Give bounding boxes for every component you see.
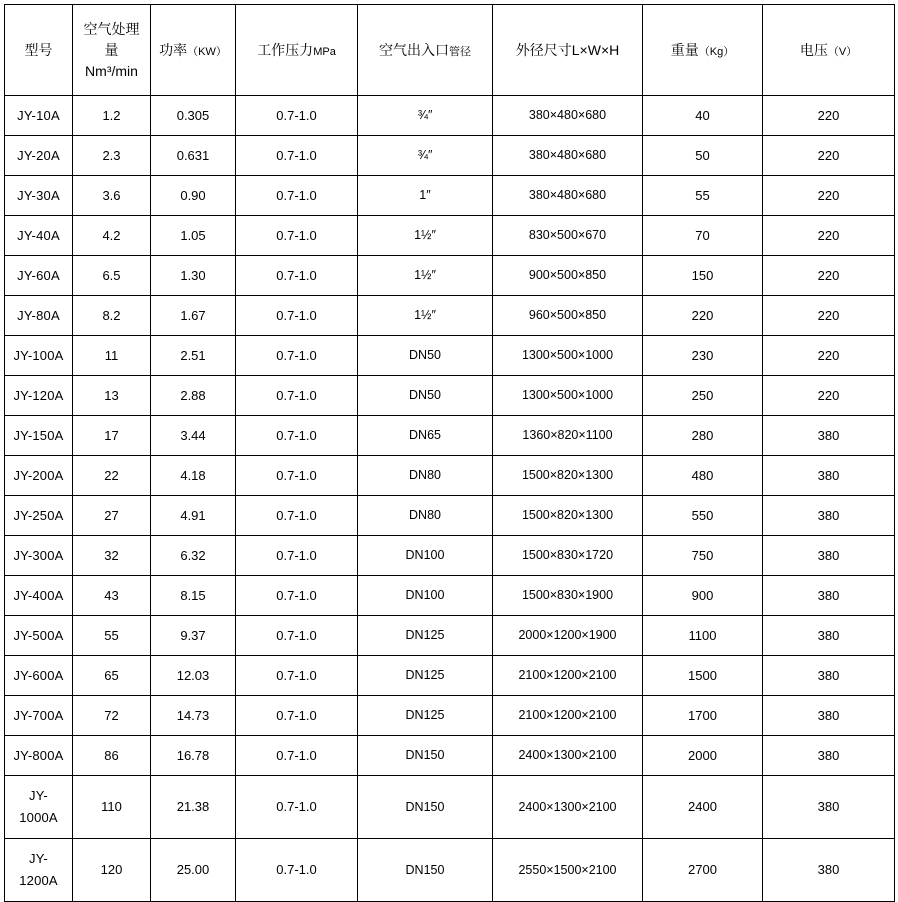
table-row <box>5 696 895 736</box>
cell-weight: 250 <box>643 376 763 416</box>
cell-weight: 40 <box>643 96 763 136</box>
cell-voltage: 380 <box>763 776 895 839</box>
cell-weight: 220 <box>643 296 763 336</box>
cell-pipe-diameter: 1″ <box>358 176 493 216</box>
cell-voltage: 380 <box>763 416 895 456</box>
cell-air-flow: 17 <box>73 416 151 456</box>
cell-voltage: 380 <box>763 839 895 902</box>
cell-model-line2: 1200A <box>19 873 58 888</box>
cell-pressure: 0.7-1.0 <box>236 456 358 496</box>
cell-pressure: 0.7-1.0 <box>236 496 358 536</box>
cell-pipe-diameter: 1½″ <box>358 256 493 296</box>
cell-pipe-diameter: 1½″ <box>358 296 493 336</box>
cell-power: 2.88 <box>151 376 236 416</box>
cell-pressure: 0.7-1.0 <box>236 536 358 576</box>
cell-pressure: 0.7-1.0 <box>236 416 358 456</box>
cell-weight: 230 <box>643 336 763 376</box>
cell-model: JY-80A <box>5 296 73 336</box>
cell-power: 25.00 <box>151 839 236 902</box>
header-pressure-main: 工作压力 <box>257 41 314 58</box>
cell-weight: 2400 <box>643 776 763 839</box>
cell-air-flow: 65 <box>73 656 151 696</box>
cell-power: 9.37 <box>151 616 236 656</box>
cell-voltage: 220 <box>763 136 895 176</box>
cell-model: JY-400A <box>5 576 73 616</box>
cell-air-flow: 6.5 <box>73 256 151 296</box>
cell-weight: 50 <box>643 136 763 176</box>
cell-model-line1: JY- <box>29 850 48 866</box>
cell-power: 6.32 <box>151 536 236 576</box>
cell-voltage: 220 <box>763 216 895 256</box>
cell-power: 0.631 <box>151 136 236 176</box>
cell-pressure: 0.7-1.0 <box>236 336 358 376</box>
cell-dimensions: 380×480×680 <box>493 176 643 216</box>
header-pipe-sub: 管径 <box>449 45 471 58</box>
cell-pipe-diameter: DN125 <box>358 696 493 736</box>
table-body <box>5 96 895 902</box>
table-row <box>5 456 895 496</box>
header-pressure-unit: MPa <box>313 45 336 58</box>
cell-pipe-diameter: DN125 <box>358 656 493 696</box>
cell-weight: 1100 <box>643 616 763 656</box>
cell-model: JY-100A <box>5 336 73 376</box>
cell-power: 8.15 <box>151 576 236 616</box>
cell-pressure: 0.7-1.0 <box>236 616 358 656</box>
table-row <box>5 496 895 536</box>
cell-voltage: 220 <box>763 96 895 136</box>
cell-power: 4.91 <box>151 496 236 536</box>
cell-pressure: 0.7-1.0 <box>236 839 358 902</box>
cell-power: 1.67 <box>151 296 236 336</box>
cell-dimensions: 2100×1200×2100 <box>493 696 643 736</box>
cell-model: JY-40A <box>5 216 73 256</box>
cell-air-flow: 1.2 <box>73 96 151 136</box>
cell-air-flow: 32 <box>73 536 151 576</box>
cell-pressure: 0.7-1.0 <box>236 656 358 696</box>
cell-weight: 480 <box>643 456 763 496</box>
cell-voltage: 380 <box>763 656 895 696</box>
cell-power: 1.05 <box>151 216 236 256</box>
header-weight-unit: （Kg） <box>698 45 735 58</box>
header-power-unit: （KW） <box>187 45 227 58</box>
cell-model: JY-300A <box>5 536 73 576</box>
cell-weight: 150 <box>643 256 763 296</box>
table-row <box>5 616 895 656</box>
table-row <box>5 96 895 136</box>
header-voltage-unit: （V） <box>827 45 858 58</box>
table-row <box>5 776 895 839</box>
cell-voltage: 220 <box>763 176 895 216</box>
cell-weight: 1500 <box>643 656 763 696</box>
cell-pipe-diameter: DN100 <box>358 576 493 616</box>
cell-pressure: 0.7-1.0 <box>236 576 358 616</box>
header-pipe-main: 空气出入口 <box>379 41 449 58</box>
cell-dimensions: 2400×1300×2100 <box>493 776 643 839</box>
cell-pipe-diameter: DN150 <box>358 736 493 776</box>
cell-air-flow: 43 <box>73 576 151 616</box>
cell-pipe-diameter: ¾″ <box>358 96 493 136</box>
cell-power: 0.305 <box>151 96 236 136</box>
cell-voltage: 220 <box>763 336 895 376</box>
cell-model-line1: JY- <box>29 787 48 803</box>
table-row <box>5 376 895 416</box>
cell-weight: 70 <box>643 216 763 256</box>
cell-power: 3.44 <box>151 416 236 456</box>
cell-dimensions: 1300×500×1000 <box>493 336 643 376</box>
header-power <box>151 5 236 96</box>
cell-pipe-diameter: ¾″ <box>358 136 493 176</box>
table-row <box>5 839 895 902</box>
cell-voltage: 380 <box>763 536 895 576</box>
cell-voltage: 380 <box>763 696 895 736</box>
cell-pipe-diameter: 1½″ <box>358 216 493 256</box>
header-model <box>5 5 73 96</box>
cell-air-flow: 2.3 <box>73 136 151 176</box>
cell-pressure: 0.7-1.0 <box>236 256 358 296</box>
cell-model: JY-700A <box>5 696 73 736</box>
header-dimensions-main: 外径尺寸L×W×H <box>515 41 620 58</box>
cell-model <box>5 776 73 839</box>
cell-dimensions: 2550×1500×2100 <box>493 839 643 902</box>
cell-pressure: 0.7-1.0 <box>236 376 358 416</box>
table-row <box>5 576 895 616</box>
cell-weight: 2000 <box>643 736 763 776</box>
cell-model: JY-800A <box>5 736 73 776</box>
cell-dimensions: 1500×830×1720 <box>493 536 643 576</box>
table-row <box>5 336 895 376</box>
cell-model: JY-250A <box>5 496 73 536</box>
cell-air-flow: 110 <box>73 776 151 839</box>
cell-voltage: 220 <box>763 256 895 296</box>
table-row <box>5 176 895 216</box>
cell-power: 2.51 <box>151 336 236 376</box>
table-row <box>5 416 895 456</box>
cell-dimensions: 2000×1200×1900 <box>493 616 643 656</box>
cell-power: 1.30 <box>151 256 236 296</box>
header-air-flow-line1: 空气处理 <box>83 20 140 37</box>
cell-model: JY-500A <box>5 616 73 656</box>
cell-pressure: 0.7-1.0 <box>236 296 358 336</box>
cell-pressure: 0.7-1.0 <box>236 216 358 256</box>
cell-pipe-diameter: DN150 <box>358 776 493 839</box>
cell-air-flow: 55 <box>73 616 151 656</box>
table-row <box>5 736 895 776</box>
cell-pressure: 0.7-1.0 <box>236 776 358 839</box>
header-weight-main: 重量 <box>670 41 699 58</box>
cell-model: JY-120A <box>5 376 73 416</box>
cell-pipe-diameter: DN50 <box>358 336 493 376</box>
cell-pipe-diameter: DN80 <box>358 456 493 496</box>
cell-dimensions: 1500×830×1900 <box>493 576 643 616</box>
cell-air-flow: 27 <box>73 496 151 536</box>
cell-dimensions: 2100×1200×2100 <box>493 656 643 696</box>
cell-voltage: 220 <box>763 296 895 336</box>
cell-pressure: 0.7-1.0 <box>236 176 358 216</box>
cell-voltage: 380 <box>763 736 895 776</box>
table-row <box>5 216 895 256</box>
cell-air-flow: 3.6 <box>73 176 151 216</box>
cell-weight: 1700 <box>643 696 763 736</box>
table-row <box>5 656 895 696</box>
cell-model: JY-150A <box>5 416 73 456</box>
cell-voltage: 380 <box>763 576 895 616</box>
cell-dimensions: 380×480×680 <box>493 136 643 176</box>
cell-pressure: 0.7-1.0 <box>236 136 358 176</box>
header-dimensions <box>493 5 643 96</box>
cell-weight: 900 <box>643 576 763 616</box>
cell-power: 12.03 <box>151 656 236 696</box>
cell-dimensions: 960×500×850 <box>493 296 643 336</box>
cell-voltage: 380 <box>763 616 895 656</box>
cell-pressure: 0.7-1.0 <box>236 736 358 776</box>
cell-pipe-diameter: DN125 <box>358 616 493 656</box>
specification-table <box>4 4 895 902</box>
cell-model: JY-600A <box>5 656 73 696</box>
cell-air-flow: 11 <box>73 336 151 376</box>
cell-model: JY-10A <box>5 96 73 136</box>
cell-air-flow: 86 <box>73 736 151 776</box>
cell-air-flow: 22 <box>73 456 151 496</box>
cell-dimensions: 1300×500×1000 <box>493 376 643 416</box>
table-row <box>5 256 895 296</box>
cell-model <box>5 839 73 902</box>
cell-air-flow: 13 <box>73 376 151 416</box>
cell-pipe-diameter: DN80 <box>358 496 493 536</box>
cell-weight: 2700 <box>643 839 763 902</box>
header-voltage <box>763 5 895 96</box>
cell-voltage: 380 <box>763 496 895 536</box>
cell-power: 0.90 <box>151 176 236 216</box>
cell-dimensions: 2400×1300×2100 <box>493 736 643 776</box>
cell-model: JY-20A <box>5 136 73 176</box>
cell-model-line2: 1000A <box>19 810 58 825</box>
header-model-text: 型号 <box>24 41 53 58</box>
cell-weight: 280 <box>643 416 763 456</box>
cell-weight: 750 <box>643 536 763 576</box>
cell-dimensions: 380×480×680 <box>493 96 643 136</box>
header-pipe-diameter <box>358 5 493 96</box>
header-air-flow-unit: Nm³/min <box>85 62 138 79</box>
cell-pipe-diameter: DN150 <box>358 839 493 902</box>
cell-dimensions: 1360×820×1100 <box>493 416 643 456</box>
cell-pipe-diameter: DN65 <box>358 416 493 456</box>
cell-voltage: 380 <box>763 456 895 496</box>
cell-model: JY-200A <box>5 456 73 496</box>
table-row <box>5 536 895 576</box>
cell-pipe-diameter: DN100 <box>358 536 493 576</box>
cell-pressure: 0.7-1.0 <box>236 96 358 136</box>
cell-power: 21.38 <box>151 776 236 839</box>
cell-dimensions: 830×500×670 <box>493 216 643 256</box>
header-air-flow <box>73 5 151 96</box>
header-voltage-main: 电压 <box>799 41 828 58</box>
cell-weight: 55 <box>643 176 763 216</box>
cell-weight: 550 <box>643 496 763 536</box>
cell-voltage: 220 <box>763 376 895 416</box>
cell-pressure: 0.7-1.0 <box>236 696 358 736</box>
header-pressure <box>236 5 358 96</box>
cell-power: 4.18 <box>151 456 236 496</box>
cell-power: 16.78 <box>151 736 236 776</box>
cell-power: 14.73 <box>151 696 236 736</box>
table-row <box>5 296 895 336</box>
table-row <box>5 136 895 176</box>
cell-air-flow: 120 <box>73 839 151 902</box>
cell-model: JY-30A <box>5 176 73 216</box>
header-row <box>5 5 895 96</box>
cell-dimensions: 900×500×850 <box>493 256 643 296</box>
cell-dimensions: 1500×820×1300 <box>493 496 643 536</box>
cell-air-flow: 4.2 <box>73 216 151 256</box>
table-header <box>5 5 895 96</box>
header-weight <box>643 5 763 96</box>
header-power-main: 功率 <box>159 41 188 58</box>
cell-model: JY-60A <box>5 256 73 296</box>
cell-air-flow: 8.2 <box>73 296 151 336</box>
cell-pipe-diameter: DN50 <box>358 376 493 416</box>
header-air-flow-line2: 量 <box>104 41 119 58</box>
cell-air-flow: 72 <box>73 696 151 736</box>
cell-dimensions: 1500×820×1300 <box>493 456 643 496</box>
